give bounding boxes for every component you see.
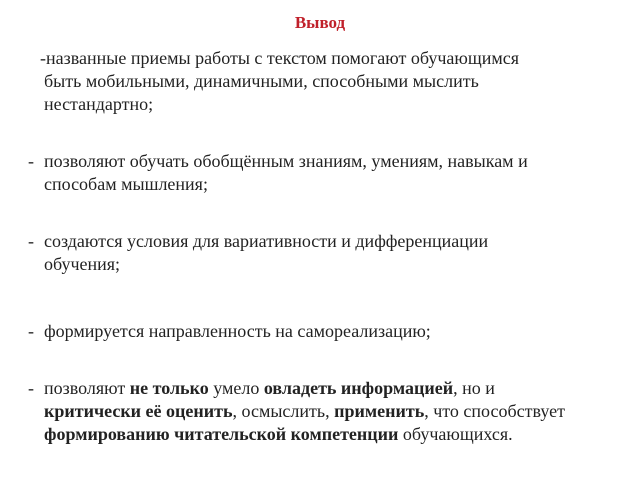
bold-text-run: овладеть информацией — [263, 378, 454, 398]
bullet-marker: - — [28, 231, 34, 251]
bullet-marker: - — [28, 378, 34, 398]
list-item-line: позволяют обучать обобщённым знаниям, умениям, навыкам и — [44, 151, 528, 171]
intro-paragraph — [40, 47, 600, 116]
bullet-marker: - — [28, 321, 34, 341]
intro-line: -названные приемы работы с текстом помогают обучающимся — [40, 48, 519, 68]
text-run: , что способствует — [424, 401, 565, 421]
bold-text-run: применить — [334, 401, 425, 421]
list-item-line — [44, 423, 634, 446]
text-run: , но и — [453, 378, 495, 398]
list-item — [44, 377, 634, 446]
list-item-line: создаются условия для вариативности и дифференциации — [44, 231, 489, 251]
intro-line: быть мобильными, динамичными, способными мыслить — [44, 71, 479, 91]
bold-text-run: критически её оценить — [44, 401, 233, 421]
list-item-line — [44, 377, 634, 400]
list-item-line: формируется направленность на самореализацию; — [44, 321, 431, 341]
text-run: обучающихся. — [398, 424, 513, 444]
list-item — [44, 320, 634, 343]
bold-text-run: не только — [129, 378, 209, 398]
list-item-line: обучения; — [44, 254, 121, 274]
text-run: позволяют — [44, 378, 130, 398]
text-run: умело — [208, 378, 264, 398]
text-run: , осмыслить, — [232, 401, 335, 421]
list-item-line — [44, 400, 634, 423]
bold-text-run: формированию читательской компетенции — [44, 424, 399, 444]
intro-line: нестандартно; — [44, 94, 154, 114]
bullet-marker: - — [28, 151, 34, 171]
list-item-line: способам мышления; — [44, 174, 208, 194]
list-item — [44, 230, 634, 276]
list-item — [44, 150, 634, 196]
slide-title: Вывод — [294, 13, 346, 32]
